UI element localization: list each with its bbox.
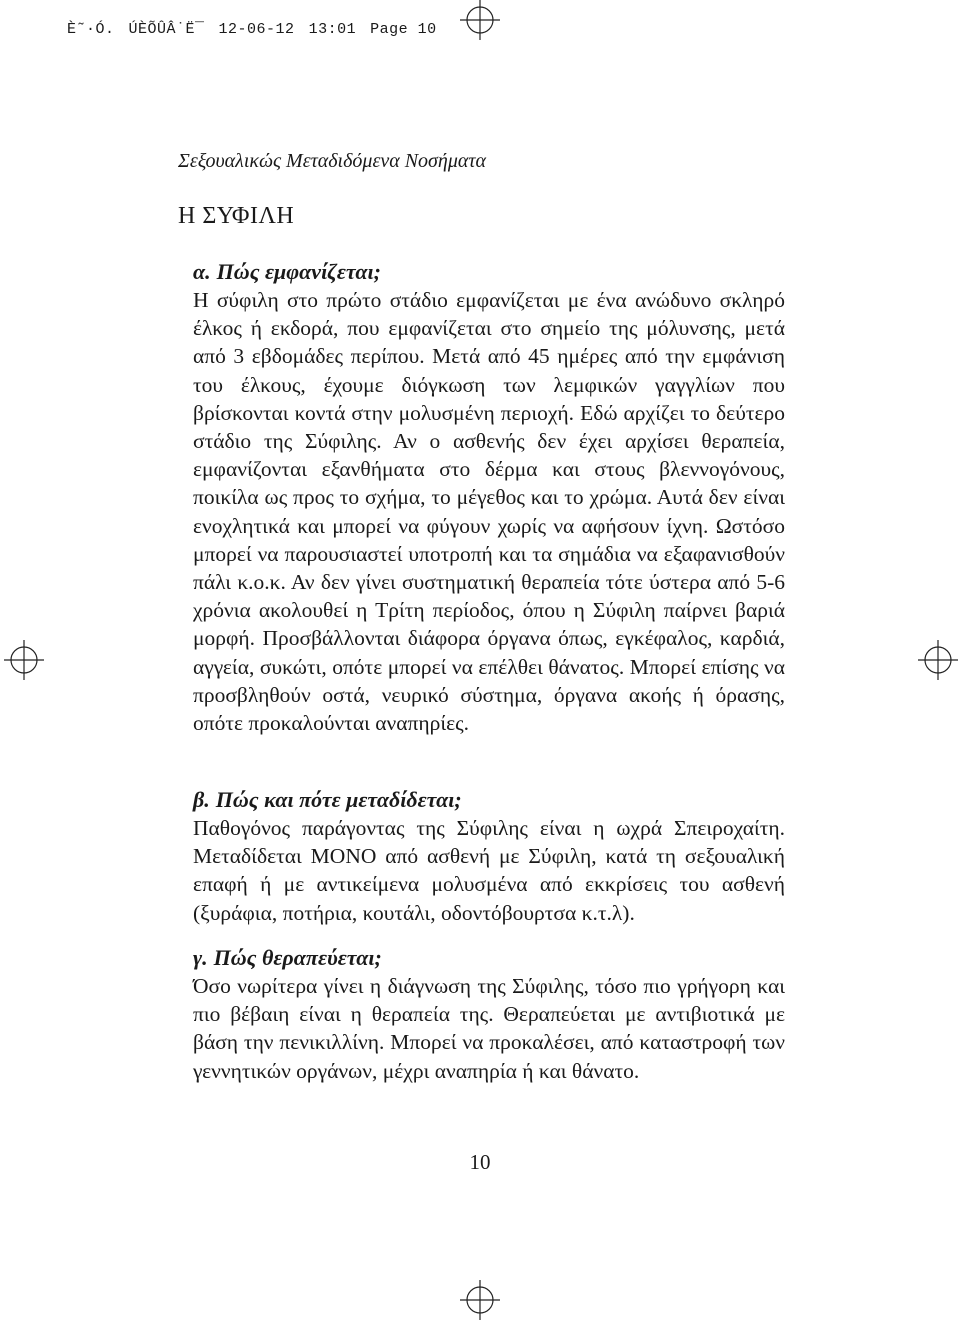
slug-name: ÚÈÕÛÂ˙Ë¯ (128, 21, 205, 38)
slug-page: Page 10 (370, 21, 437, 38)
section-how-transmitted (193, 786, 785, 927)
section-number: β. (193, 787, 210, 812)
registration-mark-bottom-icon (460, 1280, 500, 1320)
section-how-it-appears (193, 258, 785, 737)
section-number: γ. (193, 945, 208, 970)
section-heading (193, 786, 785, 814)
section-heading (193, 944, 785, 972)
registration-mark-left-icon (4, 640, 44, 680)
page-number: 10 (469, 1150, 491, 1174)
slug-code: È˜·Ó. (67, 21, 115, 38)
section-heading-text: Πώς εμφανίζεται; (216, 259, 381, 284)
section-heading-text: Πώς και πότε μεταδίδεται; (215, 787, 462, 812)
section-body: Όσο νωρίτερα γίνει η διάγνωση της Σύφιλης, τόσο πιο γρήγορη και πιο βέβαιη είναι η θεραπεία της. Θεραπεύεται με αντιβιοτικά με βάση την πενικιλλίνη. Μπορεί να προκαλέσει, από καταστροφή των γεννητικών οργάνων, μέχρι αναπηρία ή και θάνατο. (193, 974, 785, 1083)
section-heading (193, 258, 785, 286)
slug-time: 13:01 (308, 21, 357, 38)
section-heading-text: Πώς θεραπεύεται; (213, 945, 382, 970)
registration-mark-top-icon (460, 0, 500, 40)
section-body: Παθογόνος παράγοντας της Σύφιλης είναι η ωχρά Σπειροχαίτη. Μεταδίδεται ΜΟΝΟ από ασθενή με Σύφιλη, κατά τη σεξουαλική επαφή ή με αντικείμενα μολυσμένα από εκκρίσεις του ασθενή (ξυράφια, ποτήρια, κουτάλι, οδοντόβουρτσα κ.τ.λ). (193, 816, 785, 925)
registration-mark-right-icon (918, 640, 958, 680)
section-body: Η σύφιλη στο πρώτο στάδιο εμφανίζεται με ένα ανώδυνο σκληρό έλκος ή εκδορά, που εμφανίζεται στο σημείο της μόλυνσης, μετά από 3 εβδομάδες περίπου. Μετά από 45 ημέρες από την εμφάνιση του έλκους, έχουμε διόγκωση των λεμφικών γαγγλίων που βρίσκονται κοντά στην μολυσμένη περιοχή. Εδώ αρχίζει το δεύτερο στάδιο της Σύφιλης. Αν ο ασθενής δεν έχει αρχίσει θεραπεία, εμφανίζονται εξανθήματα στο δέρμα και στους βλεννογόνους, ποικίλα ως προς το σχήμα, το μέγεθος και το χρώμα. Αυτά δεν είναι ενοχλητικά και μπορεί να φύγουν χωρίς να αφήσουν ίχνη. Ωστόσο μπορεί να παρουσιαστεί υποτροπή και τα σημάδια να εξαφανισθούν πάλι κ.ο.κ. Αν δεν γίνει συστηματική θεραπεία τότε ύστερα από 5-6 χρόνια ακολουθεί η Τρίτη περίοδος, όπου η Σύφιλη παίρνει βαριά μορφή. Προσβάλλονται διάφορα όργανα όπως, εγκέφαλος, καρδιά, αγγεία, συκώτι, οπότε μπορεί να επέλθει θάνατος. Μπορεί επίσης να προσβληθούν οστά, νευρικό σύστημα, όργανα ακοής ή όρασης, οπότε προκαλούνται αναπηρίες. (193, 288, 785, 736)
section-number: α. (193, 259, 211, 284)
print-slug (48, 4, 451, 38)
page-title: Η ΣΥΦΙΛΗ (178, 203, 295, 229)
section-how-treated (193, 944, 785, 1085)
running-header: Σεξουαλικώς Μεταδιδόμενα Νοσήματα (178, 150, 487, 172)
slug-date: 12-06-12 (218, 21, 295, 38)
